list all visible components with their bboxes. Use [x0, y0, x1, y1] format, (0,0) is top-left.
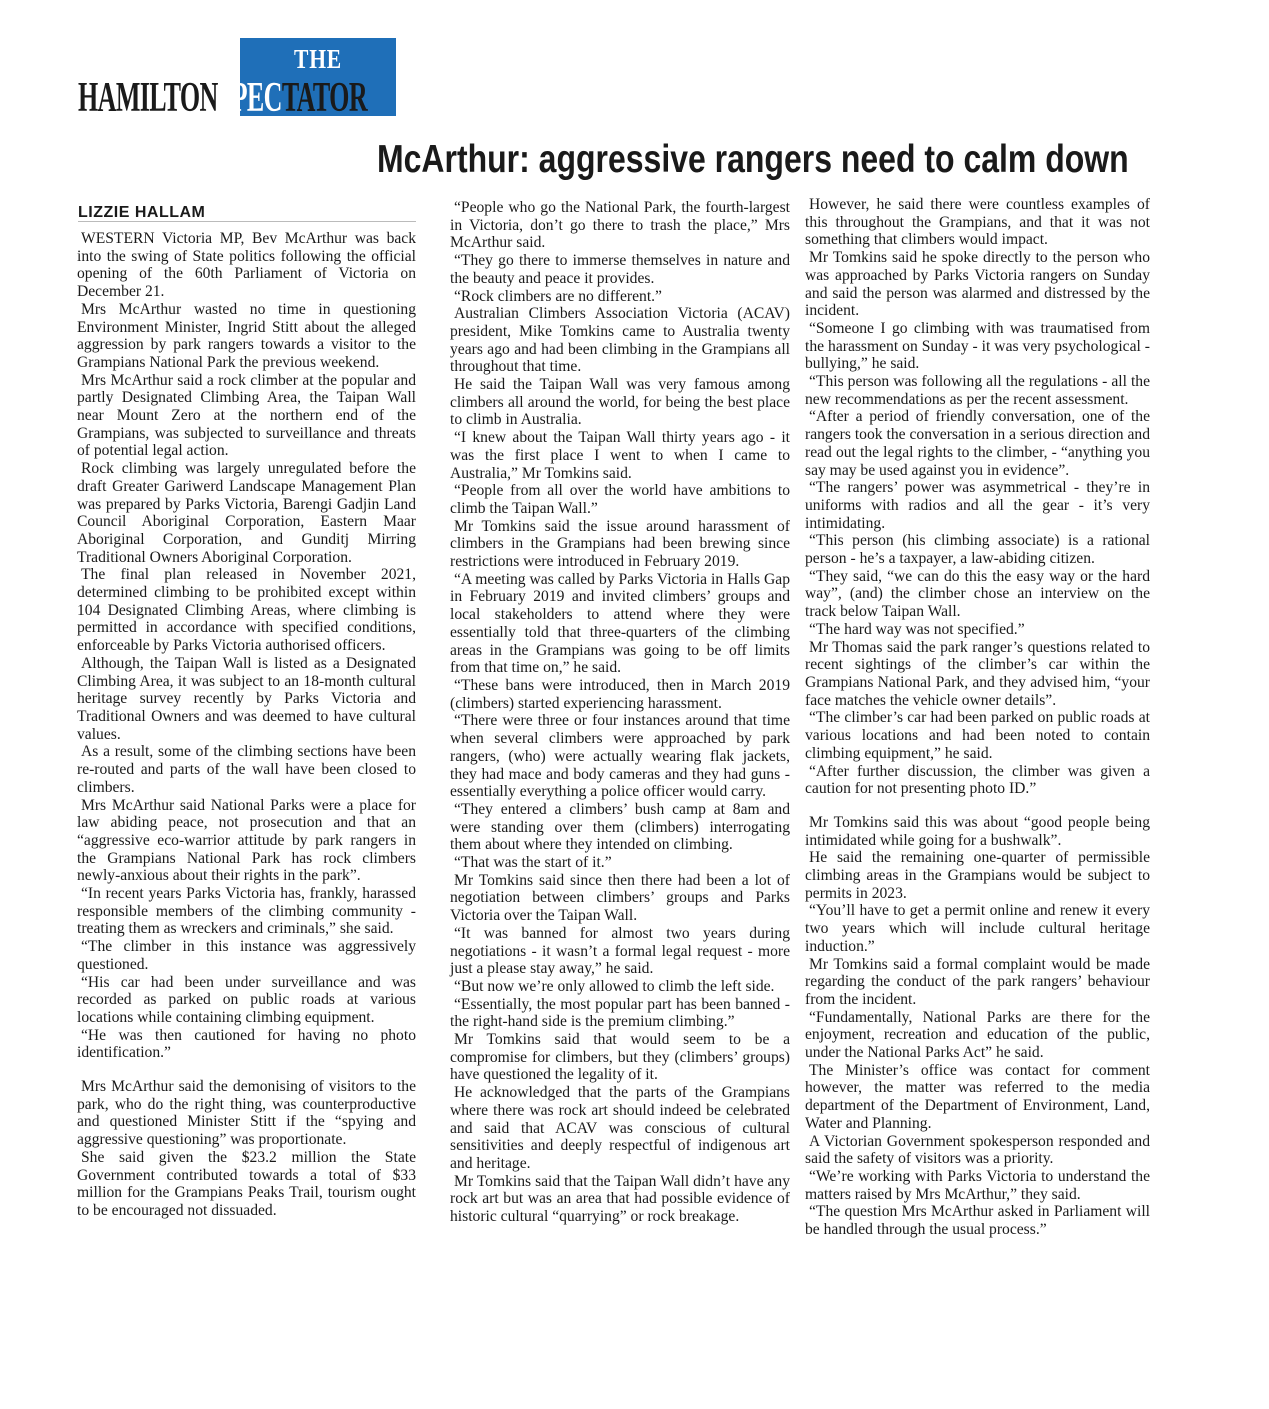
paragraph: Mr Tomkins said since then there had been a lot of negotiation between climbers’ groups and Parks Victoria over the Taipan Wall. [450, 871, 790, 925]
paragraph: However, he said there were countless examples of this throughout the Grampians, and that it was not something that climbers would impact. [805, 196, 1150, 249]
paragraph: “You’ll have to get a permit online and renew it every two years which will include cultural heritage induction.” [805, 902, 1150, 955]
paragraph: “People from all over the world have ambitions to climb the Taipan Wall.” [450, 482, 790, 517]
paragraph: “These bans were introduced, then in March 2019 (climbers) started experiencing harassment. [450, 676, 790, 712]
paragraph: “They said, “we can do this the easy way or the hard way”, (and) the climber chose an interview on the track below Taipan Wall. [805, 567, 1150, 621]
paragraph: Mrs McArthur wasted no time in questioning Environment Minister, Ingrid Stitt about the alleged aggression by park rangers towards a visitor to the Grampians National Park the previous weekend. [77, 300, 416, 371]
paragraph: The final plan released in November 2021, determined climbing to be prohibited except within 104 Designated Climbing Areas, where climbing is permitted in accordance with specified conditions, enforceable by Parks Victoria authorised officers. [77, 566, 416, 655]
article-column-2 [450, 199, 790, 1226]
paragraph: He said the remaining one-quarter of permissible climbing areas in the Grampians would be subject to permits in 2023. [805, 849, 1150, 902]
article-headline: McArthur: aggressive rangers need to calm down [377, 138, 1129, 181]
paragraph: “This person (his climbing associate) is a rational person - he’s a taxpayer, a law-abiding citizen. [805, 532, 1150, 568]
article-byline: LIZZIE HALLAM [78, 204, 206, 221]
paragraph: The Minister’s office was contact for comment however, the matter was referred to the media department of the Department of Environment, Land, Water and Planning. [805, 1061, 1150, 1132]
article-column-3 [805, 196, 1150, 1239]
paragraph: As a result, some of the climbing sections have been re-routed and parts of the wall have been closed to climbers. [77, 743, 416, 796]
paragraph: WESTERN Victoria MP, Bev McArthur was back into the swing of State politics following the official opening of the 60th Parliament of Victoria on December 21. [77, 230, 416, 301]
masthead-the: THE [293, 44, 343, 74]
paragraph: Although, the Taipan Wall is listed as a Designated Climbing Area, it was subject to an 18-month cultural heritage survey recently by Parks Victoria and Traditional Owners and was deemed to have cultural values. [77, 654, 416, 743]
paragraph: “Essentially, the most popular part has been banned - the right-hand side is the premium climbing.” [450, 995, 790, 1031]
paragraph: “The climber in this instance was aggressively questioned. [77, 938, 416, 973]
paragraph: “His car had been under surveillance and was recorded as parked on public roads at various locations while containing climbing equipment. [77, 973, 416, 1026]
paragraph: “A meeting was called by Parks Victoria in Halls Gap in February 2019 and invited climbers’ groups and local stakeholders to attend where they were essentially told that three-quarters of the climbing areas in the Grampians was going to be off limits from that time on,” he said. [450, 570, 790, 677]
paragraph: She said given the $23.2 million the State Government contributed towards a total of $33 million for the Grampians Peaks Trail, tourism ought to be encouraged not dissuaded. [77, 1148, 416, 1219]
paragraph: Mrs McArthur said a rock climber at the popular and partly Designated Climbing Area, the Taipan Wall near Mount Zero at the northern end of the Grampians, was subjected to surveillance and threats of potential legal action. [77, 371, 416, 460]
paragraph: Mr Tomkins said this was about “good people being intimidated while going for a bushwalk”. [805, 813, 1150, 849]
paragraph: Mr Tomkins said that would seem to be a compromise for climbers, but they (climbers’ groups) have questioned the legality of it. [450, 1031, 790, 1084]
byline-divider [78, 221, 416, 222]
paragraph: “They go there to immerse themselves in nature and the beauty and peace it provides. [450, 252, 790, 287]
paragraph: “The climber’s car had been parked on public roads at various locations and had been noted to contain climbing equipment,” he said. [805, 709, 1150, 762]
paragraph: Mrs McArthur said National Parks were a place for law abiding peace, not prosecution and that an “aggressive eco-warrior attitude by park rangers in the Grampians National Park has rock climbers newly-anxious about their rights in the park”. [77, 796, 416, 885]
paragraph: “After further discussion, the climber was given a caution for not presenting photo ID.” [805, 762, 1150, 798]
masthead-name-part-2: SPEC [217, 75, 282, 121]
paragraph: Rock climbing was largely unregulated before the draft Greater Gariwerd Landscape Management Plan was prepared by Parks Victoria, Barengi Gadjin Land Council Aboriginal Corporation, Eastern Maar Aboriginal Corporation, and Gunditj Mirring Traditional Owners Aboriginal Corporation. [77, 460, 416, 566]
paragraph: Mr Tomkins said a formal complaint would be made regarding the conduct of the park rangers’ behaviour from the incident. [805, 955, 1150, 1008]
paragraph: “The hard way was not specified.” [809, 620, 1025, 638]
paragraph: “People who go the National Park, the fourth-largest in Victoria, don’t go there to trash the place,” Mrs McArthur said. [450, 199, 790, 252]
paragraph: He said the Taipan Wall was very famous among climbers all around the world, for being the best place to climb in Australia. [450, 376, 790, 429]
paragraph: “Rock climbers are no different.” [454, 287, 662, 305]
paragraph: “They entered a climbers’ bush camp at 8am and were standing over them (climbers) interrogating them about where they intended on climbing. [450, 800, 790, 854]
paragraph: “Someone I go climbing with was traumatised from the harassment on Sunday - it was very psychological - bullying,” he said. [805, 319, 1150, 373]
paragraph: “We’re working with Parks Victoria to understand the matters raised by Mrs McArthur,” they said. [805, 1167, 1150, 1203]
paragraph: “He was then cautioned for having no photo identification.” [77, 1026, 416, 1062]
paragraph: “There were three or four instances around that time when several climbers were approached by park rangers, (who) were actually wearing flak jackets, they had mace and body cameras and they had guns - essentially everything a police officer would carry. [450, 712, 790, 801]
paragraph: A Victorian Government spokesperson responded and said the safety of visitors was a priority. [805, 1132, 1150, 1168]
paragraph: Mr Tomkins said he spoke directly to the person who was approached by Parks Victoria rangers on Sunday and said the person was alarmed and distressed by the incident. [805, 249, 1150, 320]
paragraph: “This person was following all the regulations - all the new recommendations as per the recent assessment. [805, 373, 1150, 408]
paragraph: Mr Thomas said the park ranger’s questions related to recent sightings of the climber’s car within the Grampians National Park, and they advised him, “your face matches the vehicle owner details”. [805, 638, 1150, 709]
paragraph: “It was banned for almost two years during negotiations - it wasn’t a formal legal request - more just a please stay away,” he said. [450, 924, 790, 978]
masthead-name-part-3: TATOR [281, 75, 368, 121]
paragraph: “Fundamentally, National Parks are there for the enjoyment, recreation and education of the public, under the National Parks Act” he said. [805, 1008, 1150, 1062]
paragraph: “In recent years Parks Victoria has, frankly, harassed responsible members of the climbing community - treating them as wreckers and criminals,” she said. [77, 885, 416, 938]
paragraph: He acknowledged that the parts of the Grampians where there was rock art should indeed be celebrated and said that ACAV was conscious of cultural sensitivities and deeply respectful of indigenous art and heritage. [450, 1084, 790, 1172]
paragraph: Australian Climbers Association Victoria (ACAV) president, Mike Tomkins came to Australia twenty years ago and had been climbing in the Grampians all throughout that time. [450, 305, 790, 376]
masthead-name-part-1: HAMILTON [78, 75, 218, 121]
paragraph: “But now we’re only allowed to climb the left side. [454, 977, 775, 995]
paragraph: Mr Tomkins said that the Taipan Wall didn’t have any rock art but was an area that had possible evidence of historic cultural “quarrying” or rock breakage. [450, 1172, 790, 1226]
masthead-name [78, 75, 368, 121]
paragraph: “The rangers’ power was asymmetrical - they’re in uniforms with radios and all the gear - it’s very intimidating. [805, 479, 1150, 532]
paragraph: Mr Tomkins said the issue around harassment of climbers in the Grampians had been brewing since restrictions were introduced in February 2019. [450, 517, 790, 571]
masthead-logo [78, 38, 418, 121]
paragraph: “After a period of friendly conversation, one of the rangers took the conversation in a serious direction and read out the legal rights to the climber, - “anything you say may be used against you in evidence”. [805, 408, 1150, 479]
article-column-1 [77, 230, 416, 1220]
paragraph: “The question Mrs McArthur asked in Parliament will be handled through the usual process.” [805, 1203, 1150, 1239]
paragraph: Mrs McArthur said the demonising of visitors to the park, who do the right thing, was counterproductive and questioned Minister Stitt if the “spying and aggressive questioning” was proportionate. [77, 1078, 416, 1149]
paragraph: “I knew about the Taipan Wall thirty years ago - it was the first place I went to when I came to Australia,” Mr Tomkins said. [450, 429, 790, 482]
paragraph: “That was the start of it.” [454, 854, 612, 872]
